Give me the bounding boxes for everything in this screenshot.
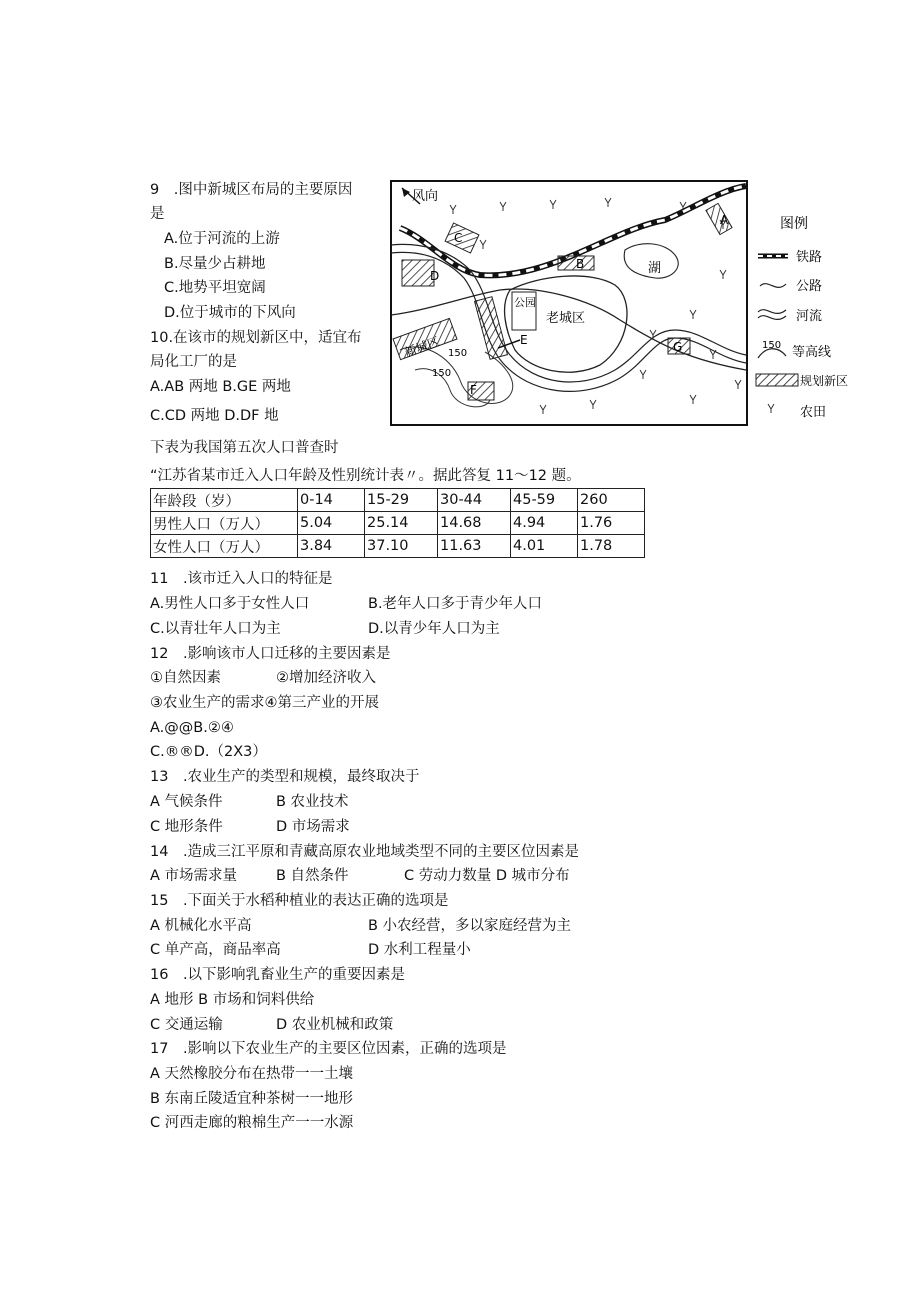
q9-stem-line2: 是	[150, 206, 165, 222]
map-park-label: 公园	[514, 296, 536, 309]
q9-option-d: D.位于城市的下风向	[164, 305, 296, 321]
table-cell: 年龄段（岁）	[151, 489, 298, 512]
q17-option-b: B 东南丘陵适宜种茶树一一地形	[150, 1091, 354, 1107]
legend-river: 河流	[796, 309, 823, 324]
q15-stem: 15 .下面关于水稻种植业的表达正确的选项是	[150, 893, 449, 909]
q9-option-c: C.地势平坦宽阔	[164, 280, 266, 296]
map-point-b: B	[576, 257, 585, 271]
map-old-city-label: 老城区	[546, 311, 586, 326]
legend-road: 公路	[796, 279, 823, 294]
q12-options-ab: A.@@B.②④	[150, 720, 234, 736]
q9-stem-line1: 9 .图中新城区布局的主要原因	[150, 182, 353, 198]
table-cell: 14.68	[438, 512, 511, 535]
table-cell: 15-29	[365, 489, 438, 512]
q9-option-b: B.尽量少占耕地	[164, 256, 266, 272]
q10-options-ab: A.AB 两地 B.GE 两地	[150, 379, 291, 395]
table-intro-line1: 下表为我国第五次人口普查时	[150, 440, 339, 456]
legend-farmland: 农田	[800, 405, 827, 420]
table-intro-line2: “江苏省某市迁入人口年龄及性别统计表〃。据此答复 11～12 题。	[150, 468, 581, 484]
q14-stem: 14 .造成三江平原和青藏高原农业地域类型不同的主要区位因素是	[150, 844, 580, 860]
q11-option-d: D.以青少年人口为主	[368, 621, 500, 637]
table-row	[151, 512, 645, 535]
map-point-a: A	[720, 213, 729, 227]
q11-stem: 11 .该市迁入人口的特征是	[150, 571, 333, 587]
table-cell: 4.01	[511, 535, 578, 558]
table-cell: 女性人口（万人）	[151, 535, 298, 558]
map-wind-label: 风向	[412, 189, 439, 204]
legend-title: 图例	[780, 216, 808, 232]
q11-option-b: B.老年人口多于青少年人口	[368, 596, 543, 612]
q16-stem: 16 .以下影响乳畜业生产的重要因素是	[150, 967, 406, 983]
q11-option-a: A.男性人口多于女性人口	[150, 596, 310, 612]
map-lake-label: 湖	[648, 261, 662, 276]
population-table	[150, 488, 645, 558]
q14-option-a: A 市场需求量	[150, 868, 238, 884]
legend-planned: 规划新区	[800, 374, 849, 388]
legend-contour: 等高线	[792, 345, 832, 360]
q14-option-b: B 自然条件	[276, 868, 349, 884]
table-cell: 1.78	[578, 535, 645, 558]
q17-option-c: C 河西走廊的粮棉生产一一水源	[150, 1115, 354, 1131]
legend-farmland-icon	[768, 404, 774, 413]
q13-option-a: A 气候条件	[150, 794, 223, 810]
map-legend	[752, 196, 852, 428]
table-cell: 260	[578, 489, 645, 512]
q9-option-a: A.位于河流的上游	[164, 231, 280, 247]
table-cell: 5.04	[298, 512, 365, 535]
q13-option-b: B 农业技术	[276, 794, 349, 810]
table-cell: 1.76	[578, 512, 645, 535]
map-point-e: E	[520, 333, 528, 347]
table-cell: 0-14	[298, 489, 365, 512]
table-cell: 11.63	[438, 535, 511, 558]
q15-option-d: D 水利工程量小	[368, 942, 471, 958]
q16-option-c: C 交通运输	[150, 1017, 223, 1033]
q17-stem: 17 .影响以下农业生产的主要区位因素，正确的选项是	[150, 1041, 507, 1057]
table-row	[151, 535, 645, 558]
q13-stem: 13 .农业生产的类型和规模，最终取决于	[150, 769, 420, 785]
map-contour-label-2: 150	[432, 368, 452, 379]
q13-option-c: C 地形条件	[150, 819, 223, 835]
legend-road-icon	[760, 284, 786, 288]
q17-option-a: A 天然橡胶分布在热带一一土壤	[150, 1066, 354, 1082]
q15-option-b: B 小农经营，多以家庭经营为主	[368, 918, 572, 934]
map-contour-label-1: 150	[448, 348, 468, 359]
table-cell: 4.94	[511, 512, 578, 535]
map-point-d: D	[430, 269, 440, 283]
q10-stem-line2: 局化工厂的是	[150, 354, 237, 370]
q16-options-ab: A 地形 B 市场和饲料供给	[150, 992, 315, 1008]
q12-items-3-4: ③农业生产的需求④第三产业的开展	[150, 695, 379, 711]
table-cell: 25.14	[365, 512, 438, 535]
city-map	[390, 180, 748, 426]
q14-options-cd: C 劳动力数量 D 城市分布	[404, 868, 570, 884]
table-header-row	[151, 489, 645, 512]
q15-option-c: C 单产高，商品率高	[150, 942, 281, 958]
legend-contour-value: 150	[762, 340, 782, 351]
table-cell: 男性人口（万人）	[151, 512, 298, 535]
table-cell: 37.10	[365, 535, 438, 558]
q11-option-c: C.以青壮年人口为主	[150, 621, 281, 637]
q12-item-1: ①自然因素	[150, 670, 221, 686]
q10-options-cd: C.CD 两地 D.DF 地	[150, 408, 279, 424]
table-cell: 3.84	[298, 535, 365, 558]
q10-stem-line1: 10.在该市的规划新区中，适宜布	[150, 330, 362, 346]
q13-option-d: D 市场需求	[276, 819, 350, 835]
map-point-f: F	[470, 383, 477, 397]
q12-stem: 12 .影响该市人口迁移的主要因素是	[150, 646, 391, 662]
legend-railway: 铁路	[796, 250, 823, 265]
table-cell: 45-59	[511, 489, 578, 512]
q12-options-cd: C.®®D.（2X3）	[150, 744, 267, 760]
legend-river-icon	[758, 310, 786, 320]
q12-item-2: ②增加经济收入	[276, 670, 376, 686]
q16-option-d: D 农业机械和政策	[276, 1017, 394, 1033]
table-cell: 30-44	[438, 489, 511, 512]
map-point-c: C	[454, 231, 463, 245]
q15-option-a: A 机械化水平高	[150, 918, 252, 934]
legend-planned-icon	[756, 374, 798, 386]
map-new-city-label: 新城区	[402, 334, 442, 360]
map-point-g: G	[673, 340, 683, 354]
